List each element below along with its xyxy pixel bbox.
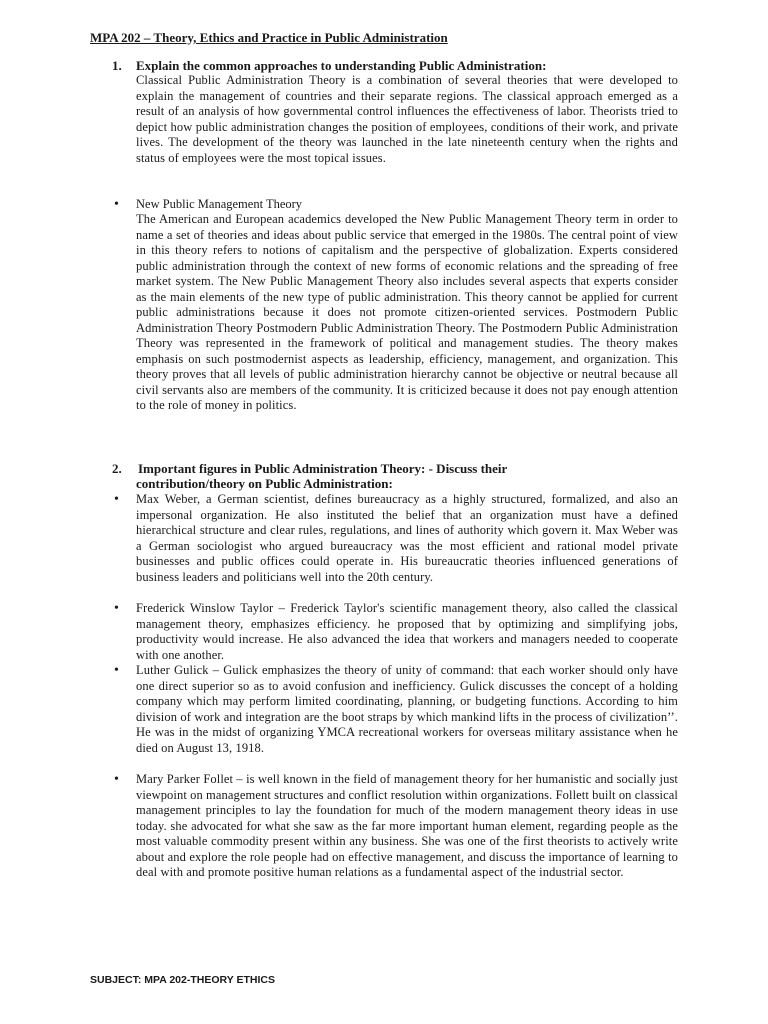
page-footer: SUBJECT: MPA 202-THEORY ETHICS [90,974,275,986]
npm-theory-label: New Public Management Theory [136,197,303,211]
bullet-icon: • [114,772,119,787]
bullet-icon: • [114,601,119,616]
section-2-heading-line-2: contribution/theory on Public Administration: [136,476,393,491]
document-title: MPA 202 – Theory, Ethics and Practice in Public Administration [90,30,448,45]
bullet-icon: • [114,197,119,212]
bullet-icon: • [114,492,119,507]
section-1-number: 1. [112,58,122,73]
section-1-heading: Explain the common approaches to understanding Public Administration: [136,58,547,73]
section-2-number: 2. [112,461,122,476]
section-1-intro-paragraph: Classical Public Administration Theory is a combination of several theories that were developed to explain the management of countries and their separate regions. The classical approach emerged as a result of an analysis of how governmental control influences the effectiveness of labor. Theorists tried to depict how public administration changes the position of employees, conditions of their work, and private lives. The development of the theory was launched in the late nineteenth century when the rights and status of employees were the most topical issues. [136,73,678,165]
section-2-heading-line-1: Important figures in Public Administration Theory: - Discuss their [138,461,508,476]
taylor-paragraph: Frederick Winslow Taylor – Frederick Taylor's scientific management theory, also called the classical management theory, emphasizes efficiency. he proposed that by optimizing and simplifying jobs, productivity would increase. He also advanced the idea that workers and managers needed to cooperate with one another. [136,601,678,662]
weber-paragraph: Max Weber, a German scientist, defines bureaucracy as a highly structured, formalized, and also an impersonal organization. He also instituted the belief that an organization must have a defined hierarchical structure and clear rules, regulations, and lines of authority which govern it. Max Weber was a German sociologist who argued bureaucracy was the most efficient and rational model private businesses and public offices could operate in. His bureaucratic theories influenced generations of business leaders and politicians well into the 20th century. [136,492,678,584]
bullet-icon: • [114,663,119,678]
npm-theory-paragraph: The American and European academics developed the New Public Management Theory term in order to name a set of theories and ideas about public service that emerged in the 1980s. The central point of view in this theory refers to notions of capitalism and the perspective of globalization. Experts considered public administration through the context of new forms of economic relations and the spreading of free market system. The New Public Management Theory also includes several aspects that experts consider as the main elements of the new type of public administration. This theory cannot be applied for current public administrations because it does not promote citizen-oriented services. Postmodern Public Administration Theory Postmodern Public Administration Theory. The Postmodern Public Administration Theory was represented in the framework of political and management studies. The theory makes emphasis on such postmodernist aspects as leadership, efficiency, management, and organization. This theory proves that all levels of public administration hierarchy cannot be objective or neutral because all civil servants also are members of the community. It is criticized because it does not pay enough attention to the role of money in politics. [136,212,678,412]
follet-paragraph: Mary Parker Follet – is well known in the field of management theory for her humanistic and socially just viewpoint on management structures and conflict resolution within organizations. Follett built on classical management principles to lay the foundation for much of the modern management theory ideas in use today. she advocated for what she saw as the far more important human element, regarding people as the most valuable commodity present within any business. She was one of the first theorists to actively write about and explore the role people had on effective management, and discuss the importance of learning to deal with and promote positive human relations as a fundamental aspect of the industrial sector. [136,772,678,879]
gulick-paragraph: Luther Gulick – Gulick emphasizes the theory of unity of command: that each worker should only have one direct superior so as to avoid confusion and inefficiency. Gulick discusses the concept of a holding company which may perform limited coordinating, planning, or budgeting functions. According to him division of work and integration are the boot straps by which mankind lifts in the process of civilization’’. He was in the midst of organizing YMCA recreational workers for overseas military assistance when he died on August 13, 1918. [136,663,678,755]
